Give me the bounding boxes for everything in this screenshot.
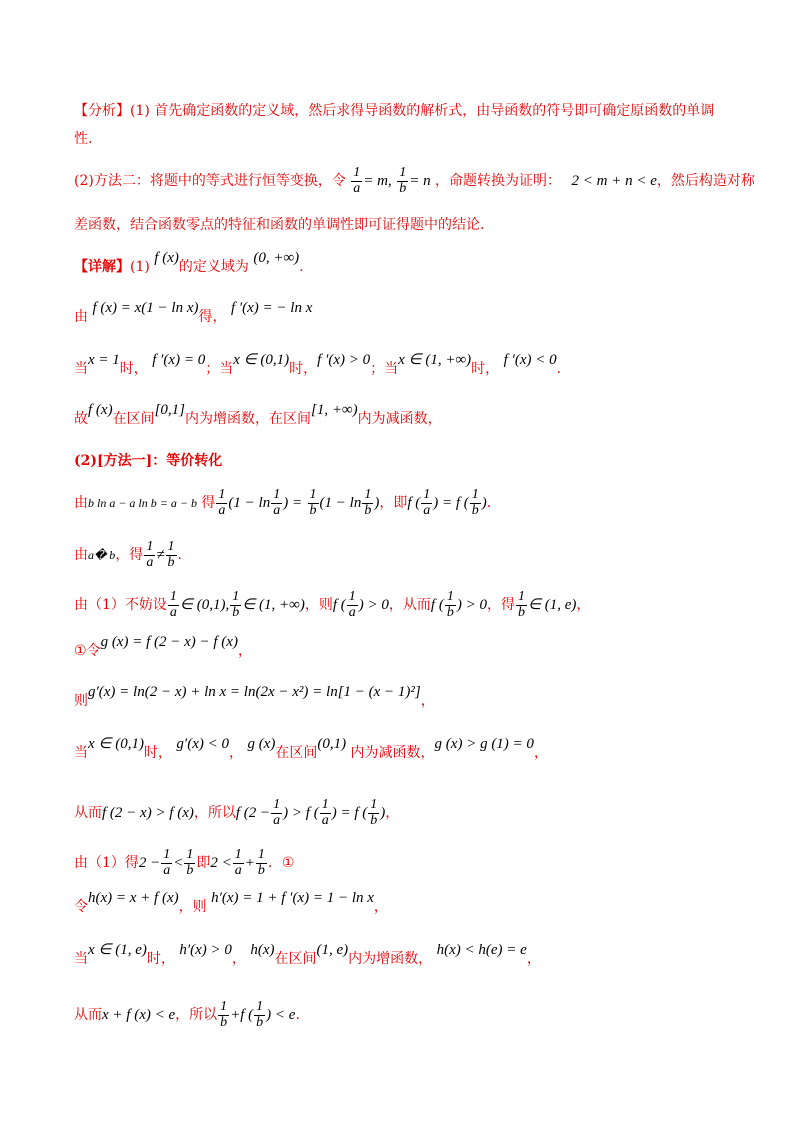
- text: 由（1）不妨设: [74, 597, 167, 614]
- method-line-2: [74, 540, 182, 570]
- math: b ln a − a ln b = a − b: [88, 496, 197, 511]
- text: .: [177, 547, 182, 564]
- math: = n: [409, 173, 431, 190]
- text: ，: [420, 693, 435, 709]
- text: ①令: [74, 643, 101, 659]
- analysis-text: ，然后构造对称: [656, 173, 755, 190]
- method-line-9: [74, 890, 388, 916]
- math: h(x) = x + f (x): [88, 890, 179, 906]
- math: f ′(x) > 0: [317, 352, 371, 368]
- frac: $\frac{1}{b}$: [256, 999, 264, 1030]
- text: 的定义域为: [178, 259, 249, 275]
- frac: $\frac{1}{a}$: [234, 847, 242, 878]
- text: 由: [74, 309, 88, 325]
- text: ，得: [115, 547, 144, 564]
- text: ；当: [205, 361, 234, 377]
- text: ；当: [370, 361, 399, 377]
- method-line-8: [74, 848, 294, 878]
- math: x = 1: [88, 352, 120, 368]
- analysis-text: 差函数，结合函数零点的特征和函数的单调性即可证得题中的结论.: [74, 217, 485, 233]
- text: 当: [74, 745, 88, 761]
- text: 时，: [143, 745, 172, 761]
- math: ∈ (1, e): [527, 597, 577, 614]
- analysis-line-4: [74, 214, 484, 234]
- analysis-line-2: [74, 128, 92, 148]
- frac: $\frac{1}{b}$: [517, 589, 525, 620]
- math: 2 −: [138, 855, 161, 872]
- text: ，所以: [193, 805, 236, 822]
- math: [0,1]: [154, 402, 186, 418]
- math: ) = f (: [331, 805, 368, 822]
- text: 得: [201, 495, 216, 512]
- text: ，: [373, 899, 388, 915]
- math: ) =: [283, 495, 303, 512]
- math: x ∈ (1, e): [88, 942, 147, 958]
- math: h′(x) > 0: [179, 942, 232, 958]
- text: ，从而: [388, 597, 431, 614]
- math: x ∈ (0,1): [233, 352, 290, 368]
- method-line-5: [74, 684, 435, 710]
- text: 内为减函数，: [357, 411, 442, 427]
- math: 2 < m + n < e: [571, 173, 657, 190]
- math: ∈ (0,1),: [179, 597, 230, 614]
- text: 故: [74, 411, 88, 427]
- math: (1 − ln: [228, 495, 271, 512]
- method-line-11: [74, 1000, 300, 1030]
- text: 内为增函数，: [348, 951, 433, 967]
- method-line-1: [74, 488, 491, 518]
- math: g (x) = f (2 − x) − f (x): [100, 634, 238, 650]
- math: ∈ (1, +∞): [242, 597, 305, 614]
- text: 由: [74, 547, 88, 564]
- detail-line-3: [74, 352, 562, 378]
- method-line-10: [74, 942, 541, 968]
- text: 时，: [119, 361, 148, 377]
- math: ≠: [156, 547, 165, 564]
- frac: $\frac{1}{a}$: [163, 847, 171, 878]
- heading: (2)[方法一]：等价转化: [74, 453, 223, 469]
- text: 得，: [198, 309, 227, 325]
- frac: $\frac{1}{b}$: [232, 589, 240, 620]
- text: ，: [231, 951, 246, 967]
- text: 当: [74, 951, 88, 967]
- text: 时，: [146, 951, 175, 967]
- text: 在区间: [275, 745, 318, 761]
- math: x ∈ (0,1): [88, 736, 144, 752]
- math: a� b: [88, 548, 116, 563]
- math: (1 − ln: [319, 495, 362, 512]
- method-line-6: [74, 736, 548, 762]
- math: ) > 0: [456, 597, 487, 614]
- math: ) > 0: [358, 597, 389, 614]
- math: g′(x) = ln(2 − x) + ln x = ln(2x − x²) = ln[1 − (x − 1)²]: [88, 684, 421, 700]
- text: ，则: [304, 597, 333, 614]
- math: ) < e: [266, 1007, 296, 1024]
- math: (0, +∞): [253, 250, 300, 266]
- text: ，即: [379, 495, 408, 512]
- frac: $\frac{1}{b}$: [257, 847, 265, 878]
- math: f ′(x) < 0: [503, 352, 557, 368]
- text: 当: [74, 361, 88, 377]
- math: f (x): [88, 402, 113, 418]
- math: f (: [332, 597, 346, 614]
- detail-line-4: [74, 402, 442, 428]
- math: h(x): [250, 942, 275, 958]
- text: ，则: [178, 899, 207, 915]
- math: (1, e): [316, 942, 349, 958]
- frac: $\frac{1}{a}$: [321, 797, 329, 828]
- text: .: [299, 259, 304, 275]
- frac: $\frac{1}{b}$: [364, 487, 372, 518]
- frac: $\frac{1}{a}$: [273, 487, 281, 518]
- text: 在区间: [274, 951, 317, 967]
- text: ，: [385, 805, 400, 822]
- text: 则: [74, 693, 88, 709]
- math: g (x): [247, 736, 276, 752]
- frac: $\frac{1}{b}$: [309, 487, 317, 518]
- frac: $\frac{1}{b}$: [167, 539, 175, 570]
- text: 由: [74, 495, 88, 512]
- text: ．①: [267, 855, 295, 872]
- text: ，: [576, 597, 591, 614]
- text: ，: [526, 951, 541, 967]
- math: 2 <: [210, 855, 232, 872]
- frac: $\frac{1}{b}$: [446, 589, 454, 620]
- math: +: [230, 1007, 241, 1024]
- text: 内为减函数，: [350, 745, 435, 761]
- text: ，: [533, 745, 548, 761]
- frac: $\frac{1}{b}$: [370, 797, 378, 828]
- math: f (2 −: [235, 805, 271, 822]
- frac: $\frac{1}{b}$: [186, 847, 194, 878]
- method-line-7: [74, 798, 399, 828]
- math: ) = f (: [433, 495, 469, 512]
- text: ，: [237, 643, 252, 659]
- math: (0,1): [317, 736, 347, 752]
- math: <: [173, 855, 184, 872]
- analysis-text: 【分析】(1) 首先确定函数的定义域，然后求得导函数的解析式，由导函数的符号即可确定原函数的单调: [74, 103, 715, 119]
- text: 从而: [74, 805, 102, 822]
- math: g′(x) < 0: [176, 736, 229, 752]
- analysis-text: ，命题转换为证明：: [435, 173, 562, 190]
- text: 即: [196, 855, 211, 872]
- frac-1-a: $\frac{1}{a}$: [353, 165, 361, 196]
- text: 从而: [74, 1007, 102, 1024]
- math: f ′(x) = 0: [152, 352, 206, 368]
- text: 时，: [471, 361, 500, 377]
- math: ): [380, 805, 386, 822]
- frac: $\frac{1}{b}$: [220, 999, 228, 1030]
- frac-1-b: $\frac{1}{b}$: [399, 165, 407, 196]
- text: 内为增函数，在区间: [185, 411, 312, 427]
- detail-label: 【详解】: [74, 259, 130, 275]
- math: f (: [240, 1007, 254, 1024]
- text: .: [295, 1007, 300, 1024]
- analysis-text: 性.: [74, 131, 93, 147]
- analysis-line-3: [74, 166, 755, 196]
- math: +: [244, 855, 255, 872]
- math: ): [481, 495, 487, 512]
- math: ) > f (: [283, 805, 319, 822]
- text: (1): [130, 259, 150, 275]
- text: 在区间: [112, 411, 155, 427]
- math: x + f (x) < e: [102, 1007, 176, 1024]
- math: [1, +∞): [311, 402, 358, 418]
- analysis-line-1: [74, 100, 714, 120]
- text: 令: [74, 899, 88, 915]
- text: ，所以: [175, 1007, 218, 1024]
- math: h′(x) = 1 + f ′(x) = 1 − ln x: [211, 890, 374, 906]
- frac: $\frac{1}{a}$: [348, 589, 356, 620]
- math: f (x): [154, 250, 179, 266]
- frac: $\frac{1}{a}$: [423, 487, 431, 518]
- frac: $\frac{1}{a}$: [273, 797, 281, 828]
- math: = m,: [363, 173, 392, 190]
- text: 由（1）得: [74, 855, 139, 872]
- text: .: [486, 495, 492, 512]
- detail-line-1: [74, 250, 304, 276]
- detail-line-2: [74, 300, 313, 326]
- math: f (x) = x(1 − ln x): [92, 300, 199, 316]
- math: ): [374, 495, 380, 512]
- text: ，: [228, 745, 243, 761]
- math: f (: [407, 495, 421, 512]
- math: f (2 − x) > f (x): [102, 805, 194, 822]
- math: x ∈ (1, +∞): [398, 352, 472, 368]
- text: 时，: [289, 361, 318, 377]
- frac: $\frac{1}{b}$: [471, 487, 479, 518]
- math: f (: [430, 597, 444, 614]
- math: g (x) > g (1) = 0: [434, 736, 534, 752]
- text: .: [556, 361, 562, 377]
- method-1-heading: [74, 450, 222, 470]
- frac: $\frac{1}{a}$: [169, 589, 177, 620]
- frac: $\frac{1}{a}$: [218, 487, 226, 518]
- math: f ′(x) = − ln x: [230, 300, 313, 316]
- text: ，得: [486, 597, 515, 614]
- method-line-4: [74, 634, 252, 660]
- method-line-3: [74, 590, 590, 620]
- math: h(x) < h(e) = e: [436, 942, 527, 958]
- frac: $\frac{1}{a}$: [146, 539, 154, 570]
- analysis-text: (2)方法二：将题中的等式进行恒等变换，令: [74, 173, 346, 190]
